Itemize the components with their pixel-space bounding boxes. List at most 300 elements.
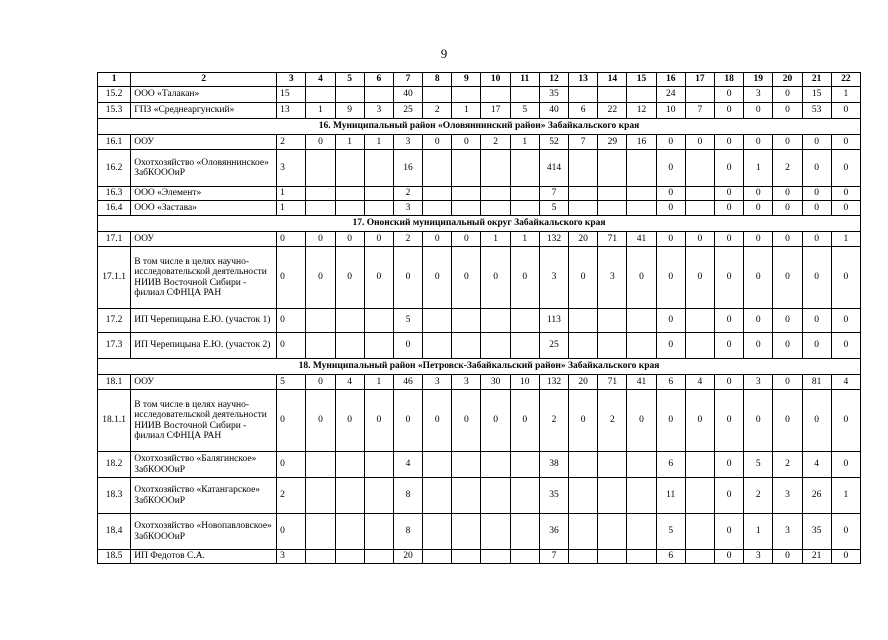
table-cell: 13 xyxy=(277,103,306,119)
table-cell: 9 xyxy=(335,103,364,119)
table-cell: 11 xyxy=(656,478,685,514)
table-cell xyxy=(423,514,452,550)
table-cell: 36 xyxy=(539,514,568,550)
table-cell: 0 xyxy=(714,375,743,390)
table-row xyxy=(98,514,861,550)
table-cell xyxy=(685,309,714,333)
table-cell: 0 xyxy=(393,390,422,452)
table-cell xyxy=(481,452,510,478)
table-cell: 3 xyxy=(277,550,306,564)
table-cell: 0 xyxy=(277,309,306,333)
table-row xyxy=(98,333,861,359)
section-row xyxy=(98,359,861,375)
column-header: 15 xyxy=(627,73,656,87)
table-cell: 24 xyxy=(656,87,685,103)
row-name: Охотхозяйство «Оловяннинское» ЗабКОООиР xyxy=(131,150,277,187)
table-cell: 3 xyxy=(539,247,568,309)
column-header: 13 xyxy=(569,73,598,87)
table-cell: 2 xyxy=(393,187,422,201)
table-cell: 1 xyxy=(510,135,539,150)
row-name: В том числе в целях научно-исследовательской деятельности НИИВ Восточной Сибири - филиал СФНЦА РАН xyxy=(131,390,277,452)
table-row xyxy=(98,375,861,390)
table-row xyxy=(98,187,861,201)
row-number: 15.2 xyxy=(98,87,131,103)
table-cell xyxy=(481,150,510,187)
column-header: 11 xyxy=(510,73,539,87)
row-number: 16.4 xyxy=(98,201,131,216)
table-cell: 6 xyxy=(656,375,685,390)
table-cell: 3 xyxy=(773,478,802,514)
table-cell xyxy=(598,201,627,216)
table-cell xyxy=(364,187,393,201)
table-cell: 0 xyxy=(569,247,598,309)
table-cell: 0 xyxy=(773,187,802,201)
column-header: 2 xyxy=(131,73,277,87)
table-cell: 0 xyxy=(452,390,481,452)
table-cell: 2 xyxy=(423,103,452,119)
table-row xyxy=(98,390,861,452)
table-cell: 0 xyxy=(831,390,860,452)
table-cell xyxy=(364,478,393,514)
table-cell: 1 xyxy=(277,201,306,216)
table-cell: 0 xyxy=(744,232,773,247)
table-cell: 0 xyxy=(423,135,452,150)
table-cell: 3 xyxy=(393,135,422,150)
table-cell: 0 xyxy=(277,514,306,550)
table-cell xyxy=(569,150,598,187)
table-cell: 81 xyxy=(802,375,831,390)
table-cell: 3 xyxy=(744,375,773,390)
table-cell: 0 xyxy=(744,201,773,216)
table-cell xyxy=(364,201,393,216)
table-cell xyxy=(627,187,656,201)
table-cell xyxy=(598,452,627,478)
table-cell xyxy=(510,309,539,333)
column-header: 9 xyxy=(452,73,481,87)
table-cell: 53 xyxy=(802,103,831,119)
table-cell: 6 xyxy=(569,103,598,119)
table-row xyxy=(98,478,861,514)
row-name: Охотхозяйство «Балягинское» ЗабКОООиР xyxy=(131,452,277,478)
table-cell: 0 xyxy=(714,452,743,478)
table-cell xyxy=(452,550,481,564)
row-number: 16.1 xyxy=(98,135,131,150)
table-row xyxy=(98,247,861,309)
table-cell: 0 xyxy=(364,247,393,309)
table-cell: 0 xyxy=(364,232,393,247)
table-cell xyxy=(335,87,364,103)
table-cell xyxy=(510,478,539,514)
table-cell: 0 xyxy=(306,232,335,247)
table-cell: 0 xyxy=(714,135,743,150)
table-cell: 0 xyxy=(773,87,802,103)
table-cell: 0 xyxy=(656,390,685,452)
table-cell: 0 xyxy=(364,390,393,452)
table-cell: 35 xyxy=(539,87,568,103)
table-cell xyxy=(335,514,364,550)
row-number: 17.2 xyxy=(98,309,131,333)
row-number: 18.3 xyxy=(98,478,131,514)
table-cell: 0 xyxy=(773,135,802,150)
table-cell xyxy=(481,187,510,201)
row-number: 18.1.1 xyxy=(98,390,131,452)
table-cell xyxy=(306,333,335,359)
table-cell: 0 xyxy=(510,247,539,309)
table-cell: 0 xyxy=(656,201,685,216)
table-cell xyxy=(685,478,714,514)
table-cell xyxy=(510,514,539,550)
table-cell: 16 xyxy=(393,150,422,187)
row-name: Охотхозяйство «Катангарское» ЗабКОООиР xyxy=(131,478,277,514)
row-name: ООУ xyxy=(131,375,277,390)
row-name: ИП Черепицына Е.Ю. (участок 2) xyxy=(131,333,277,359)
table-cell xyxy=(306,187,335,201)
table-cell xyxy=(627,333,656,359)
table-cell: 0 xyxy=(831,187,860,201)
table-cell: 0 xyxy=(423,232,452,247)
table-cell: 3 xyxy=(364,103,393,119)
row-number: 18.4 xyxy=(98,514,131,550)
table-cell xyxy=(569,550,598,564)
table-cell: 0 xyxy=(685,390,714,452)
table-cell xyxy=(423,201,452,216)
table-cell xyxy=(481,514,510,550)
table-row xyxy=(98,309,861,333)
table-cell xyxy=(481,478,510,514)
table-cell: 3 xyxy=(393,201,422,216)
table-cell xyxy=(335,309,364,333)
table-cell: 0 xyxy=(773,232,802,247)
table-cell: 0 xyxy=(510,390,539,452)
table-cell: 1 xyxy=(335,135,364,150)
column-header: 10 xyxy=(481,73,510,87)
table-cell xyxy=(627,550,656,564)
table-cell: 20 xyxy=(569,375,598,390)
row-number: 18.1 xyxy=(98,375,131,390)
table-cell: 0 xyxy=(744,390,773,452)
table-cell: 7 xyxy=(539,187,568,201)
table-cell xyxy=(452,150,481,187)
table-cell: 0 xyxy=(744,135,773,150)
table-cell xyxy=(481,201,510,216)
table-cell xyxy=(306,478,335,514)
table-cell: 1 xyxy=(831,87,860,103)
row-name: ООО «Застава» xyxy=(131,201,277,216)
section-title: 17. Ононский муниципальный округ Забайкальского края xyxy=(98,216,861,232)
table-cell: 0 xyxy=(627,390,656,452)
table-cell xyxy=(510,333,539,359)
row-number: 18.5 xyxy=(98,550,131,564)
column-header: 19 xyxy=(744,73,773,87)
column-header: 5 xyxy=(335,73,364,87)
table-cell: 1 xyxy=(831,478,860,514)
table-cell: 35 xyxy=(539,478,568,514)
table-cell: 0 xyxy=(714,390,743,452)
column-header: 14 xyxy=(598,73,627,87)
table-cell xyxy=(452,333,481,359)
table-cell: 0 xyxy=(744,247,773,309)
table-cell xyxy=(364,150,393,187)
row-number: 17.3 xyxy=(98,333,131,359)
table-cell xyxy=(510,201,539,216)
table-cell: 132 xyxy=(539,232,568,247)
table-cell: 0 xyxy=(452,135,481,150)
table-cell xyxy=(569,201,598,216)
table-cell: 1 xyxy=(364,135,393,150)
table-cell: 4 xyxy=(393,452,422,478)
table-cell: 2 xyxy=(773,150,802,187)
table-cell: 3 xyxy=(773,514,802,550)
table-cell: 132 xyxy=(539,375,568,390)
table-cell: 0 xyxy=(656,247,685,309)
table-cell: 52 xyxy=(539,135,568,150)
table-cell: 0 xyxy=(423,390,452,452)
table-cell: 1 xyxy=(481,232,510,247)
table-cell: 6 xyxy=(656,452,685,478)
table-cell xyxy=(598,187,627,201)
table-cell: 2 xyxy=(539,390,568,452)
table-cell: 3 xyxy=(423,375,452,390)
table-cell xyxy=(598,333,627,359)
table-cell: 0 xyxy=(714,514,743,550)
table-cell: 0 xyxy=(306,247,335,309)
column-header: 6 xyxy=(364,73,393,87)
table-cell: 17 xyxy=(481,103,510,119)
table-cell xyxy=(423,452,452,478)
table-cell: 0 xyxy=(714,478,743,514)
table-cell: 2 xyxy=(744,478,773,514)
table-cell xyxy=(627,309,656,333)
table-cell: 20 xyxy=(393,550,422,564)
row-number: 17.1.1 xyxy=(98,247,131,309)
table-cell: 0 xyxy=(802,201,831,216)
table-cell: 0 xyxy=(423,247,452,309)
table-cell xyxy=(423,333,452,359)
table-row xyxy=(98,201,861,216)
table-cell: 0 xyxy=(656,333,685,359)
table-cell: 0 xyxy=(714,247,743,309)
table-cell: 1 xyxy=(744,514,773,550)
column-header: 7 xyxy=(393,73,422,87)
table-cell: 5 xyxy=(656,514,685,550)
table-cell: 22 xyxy=(598,103,627,119)
table-cell: 0 xyxy=(744,309,773,333)
row-name: ООО «Элемент» xyxy=(131,187,277,201)
table-cell xyxy=(598,87,627,103)
table-cell: 71 xyxy=(598,232,627,247)
row-name: ИП Черепицына Е.Ю. (участок 1) xyxy=(131,309,277,333)
table-cell: 3 xyxy=(744,550,773,564)
table-cell: 0 xyxy=(714,201,743,216)
column-header: 1 xyxy=(98,73,131,87)
table-cell xyxy=(306,514,335,550)
table-cell: 0 xyxy=(744,187,773,201)
table-cell: 0 xyxy=(685,247,714,309)
table-cell xyxy=(364,452,393,478)
table-cell xyxy=(335,452,364,478)
table-cell xyxy=(364,333,393,359)
table-cell: 0 xyxy=(277,232,306,247)
table-cell: 7 xyxy=(685,103,714,119)
table-cell: 25 xyxy=(393,103,422,119)
section-title: 18. Муниципальный район «Петровск-Забайкальский район» Забайкальского края xyxy=(98,359,861,375)
table-cell: 0 xyxy=(481,247,510,309)
table-cell xyxy=(423,87,452,103)
row-name: ГПЗ «Среднеаргунский» xyxy=(131,103,277,119)
table-cell: 10 xyxy=(510,375,539,390)
table-cell xyxy=(423,309,452,333)
table-cell: 0 xyxy=(831,333,860,359)
table-cell: 0 xyxy=(744,333,773,359)
table-cell: 15 xyxy=(802,87,831,103)
row-name: В том числе в целях научно-исследовательской деятельности НИИВ Восточной Сибири - филиал СФНЦА РАН xyxy=(131,247,277,309)
table-cell xyxy=(335,187,364,201)
table-cell: 0 xyxy=(831,514,860,550)
table-cell xyxy=(306,452,335,478)
table-cell: 2 xyxy=(277,135,306,150)
section-row xyxy=(98,119,861,135)
table-cell: 0 xyxy=(744,103,773,119)
table-cell xyxy=(510,452,539,478)
column-header: 21 xyxy=(802,73,831,87)
table-cell: 0 xyxy=(773,103,802,119)
table-cell xyxy=(685,550,714,564)
table-cell: 0 xyxy=(831,452,860,478)
column-header: 17 xyxy=(685,73,714,87)
table-cell xyxy=(335,550,364,564)
table-cell: 0 xyxy=(656,150,685,187)
table-cell: 0 xyxy=(306,390,335,452)
table-cell: 0 xyxy=(802,232,831,247)
table-cell xyxy=(481,87,510,103)
table-cell: 0 xyxy=(831,150,860,187)
table-cell: 1 xyxy=(510,232,539,247)
table-cell: 0 xyxy=(802,333,831,359)
table-cell: 3 xyxy=(277,150,306,187)
table-cell: 0 xyxy=(802,247,831,309)
table-cell: 0 xyxy=(773,201,802,216)
column-header: 12 xyxy=(539,73,568,87)
table-cell: 0 xyxy=(656,309,685,333)
table-row xyxy=(98,135,861,150)
table-cell xyxy=(452,514,481,550)
table-cell xyxy=(598,309,627,333)
table-cell: 0 xyxy=(773,247,802,309)
table-cell xyxy=(452,201,481,216)
row-name: ООУ xyxy=(131,232,277,247)
table-cell: 0 xyxy=(277,452,306,478)
row-name: ООУ xyxy=(131,135,277,150)
table-cell xyxy=(685,87,714,103)
table-cell: 0 xyxy=(277,333,306,359)
table-cell xyxy=(598,478,627,514)
table-row xyxy=(98,550,861,564)
table-cell xyxy=(423,478,452,514)
table-cell xyxy=(452,87,481,103)
table-cell xyxy=(481,309,510,333)
table-cell: 0 xyxy=(569,390,598,452)
table-cell: 5 xyxy=(393,309,422,333)
table-cell: 1 xyxy=(364,375,393,390)
table-cell: 5 xyxy=(744,452,773,478)
table-cell: 30 xyxy=(481,375,510,390)
table-cell: 0 xyxy=(627,247,656,309)
row-number: 16.3 xyxy=(98,187,131,201)
table-cell xyxy=(685,333,714,359)
table-cell xyxy=(685,201,714,216)
table-cell xyxy=(335,150,364,187)
table-cell xyxy=(335,201,364,216)
table-cell xyxy=(423,150,452,187)
column-header: 4 xyxy=(306,73,335,87)
table-cell xyxy=(452,187,481,201)
table-cell xyxy=(569,87,598,103)
table-cell: 0 xyxy=(393,247,422,309)
table-cell: 2 xyxy=(598,390,627,452)
table-cell xyxy=(510,87,539,103)
table-cell: 10 xyxy=(656,103,685,119)
table-cell: 0 xyxy=(685,232,714,247)
data-table xyxy=(97,72,861,564)
table-cell: 2 xyxy=(277,478,306,514)
table-cell: 25 xyxy=(539,333,568,359)
table-cell xyxy=(306,550,335,564)
table-cell: 0 xyxy=(714,87,743,103)
table-cell xyxy=(423,187,452,201)
table-cell xyxy=(569,187,598,201)
table-cell: 0 xyxy=(714,103,743,119)
row-number: 17.1 xyxy=(98,232,131,247)
table-cell: 8 xyxy=(393,514,422,550)
table-row xyxy=(98,232,861,247)
table-cell: 26 xyxy=(802,478,831,514)
table-cell: 2 xyxy=(393,232,422,247)
table-cell: 0 xyxy=(773,333,802,359)
table-cell: 0 xyxy=(656,232,685,247)
table-cell: 0 xyxy=(831,309,860,333)
table-cell: 71 xyxy=(598,375,627,390)
table-cell xyxy=(306,309,335,333)
table-cell: 1 xyxy=(306,103,335,119)
column-header: 3 xyxy=(277,73,306,87)
table-cell: 1 xyxy=(452,103,481,119)
table-cell: 0 xyxy=(481,390,510,452)
table-cell: 0 xyxy=(685,135,714,150)
table-cell xyxy=(685,452,714,478)
table-cell: 0 xyxy=(714,187,743,201)
table-cell: 4 xyxy=(831,375,860,390)
table-cell: 0 xyxy=(773,390,802,452)
table-cell: 46 xyxy=(393,375,422,390)
table-cell xyxy=(569,452,598,478)
table-cell: 0 xyxy=(831,135,860,150)
table-cell xyxy=(306,87,335,103)
table-cell: 5 xyxy=(510,103,539,119)
table-cell: 0 xyxy=(277,390,306,452)
table-cell: 3 xyxy=(452,375,481,390)
table-cell: 4 xyxy=(802,452,831,478)
table-cell xyxy=(335,333,364,359)
table-cell: 0 xyxy=(452,232,481,247)
table-cell: 2 xyxy=(773,452,802,478)
table-cell xyxy=(306,150,335,187)
row-name: ООО «Талакан» xyxy=(131,87,277,103)
table-cell: 1 xyxy=(744,150,773,187)
table-cell: 414 xyxy=(539,150,568,187)
table-cell xyxy=(569,514,598,550)
table-cell xyxy=(627,514,656,550)
table-cell xyxy=(598,550,627,564)
